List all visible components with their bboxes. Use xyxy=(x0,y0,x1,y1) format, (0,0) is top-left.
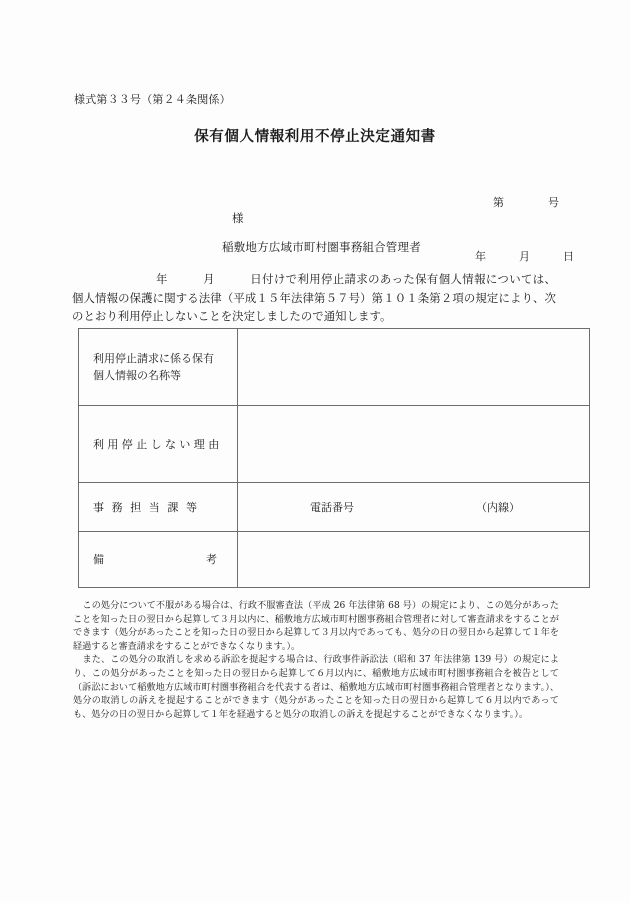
row-value-remarks[interactable] xyxy=(238,532,590,588)
row-label-line-1: 利用停止請求に係る保有 xyxy=(93,352,214,365)
table-row xyxy=(79,483,590,532)
row-label-reason: 利用停止しない理由 xyxy=(79,406,238,483)
body-paragraph: 年 月 日付けで利用停止請求のあった保有個人情報については、個人情報の保護に関する法律（平成１５年法律第５７号）第１０１条第２項の規定により、次のとおり利用停止しないことを決定しましたので通知します。 xyxy=(72,272,556,323)
table-row xyxy=(79,406,590,483)
addressee-suffix: 様 xyxy=(232,211,244,225)
extension-label: （内線） xyxy=(476,501,520,514)
table-row xyxy=(79,532,590,588)
row-label-line-2: 個人情報の名称等 xyxy=(93,369,181,382)
row-label-department: 事務担当課等 xyxy=(79,483,238,532)
row-value-department[interactable] xyxy=(238,483,590,532)
reference-number-line: 第 号 xyxy=(493,196,559,209)
row-label-remarks xyxy=(79,532,238,588)
row-value-reason[interactable] xyxy=(238,406,590,483)
row-value-information-name[interactable] xyxy=(238,329,590,406)
appeal-note-paragraph-2: また、この処分の取消しを求める訴訟を提起する場合は、行政事件訴訟法（昭和 37 年法律第 139 号）の規定により、この処分があったことを知った日の翌日から起算して６月以内に、稲敷地方広域市町村圏事務組合を被告として（訴訟において稲敷地方広域市町村圏事務組合を代表する者は、稲敷地方広域市町村圏事務組合管理者となります。）、処分の取消しの訴えを提起することができます（処分があったことを知った日の翌日から起算して６月以内であっても、処分の日の翌日から起算して１年を経過すると処分の取消しの訴えを提起することができなくなります。）。 xyxy=(73,655,559,720)
telephone-line xyxy=(248,499,579,515)
telephone-label: 電話番号 xyxy=(310,501,354,514)
row-label-information-name xyxy=(79,329,238,406)
decision-details-table xyxy=(78,328,590,588)
table-row xyxy=(79,329,590,406)
date-line: 年 月 日 xyxy=(475,250,574,263)
form-number: 様式第３３号（第２４条関係） xyxy=(74,93,231,106)
appeal-notes xyxy=(73,600,559,722)
remarks-label-left: 備 xyxy=(93,553,104,566)
remarks-label-right: 考 xyxy=(206,553,217,566)
page-title: 保有個人情報利用不停止決定通知書 xyxy=(194,128,436,145)
appeal-note-paragraph-1: この処分について不服がある場合は、行政不服審査法（平成 26 年法律第 68 号）の規定により、この処分があったことを知った日の翌日から起算して３月以内に、稲敷地方広域市町村圏事務組合管理者に対して審査請求をすることができます（処分があったことを知った日の翌日から起算して３月以内であっても、処分の日の翌日から起算して１年を経過すると審査請求をすることができなくなります。）。 xyxy=(73,601,559,652)
issuer-name: 稲敷地方広域市町村圏事務組合管理者 xyxy=(222,240,421,254)
